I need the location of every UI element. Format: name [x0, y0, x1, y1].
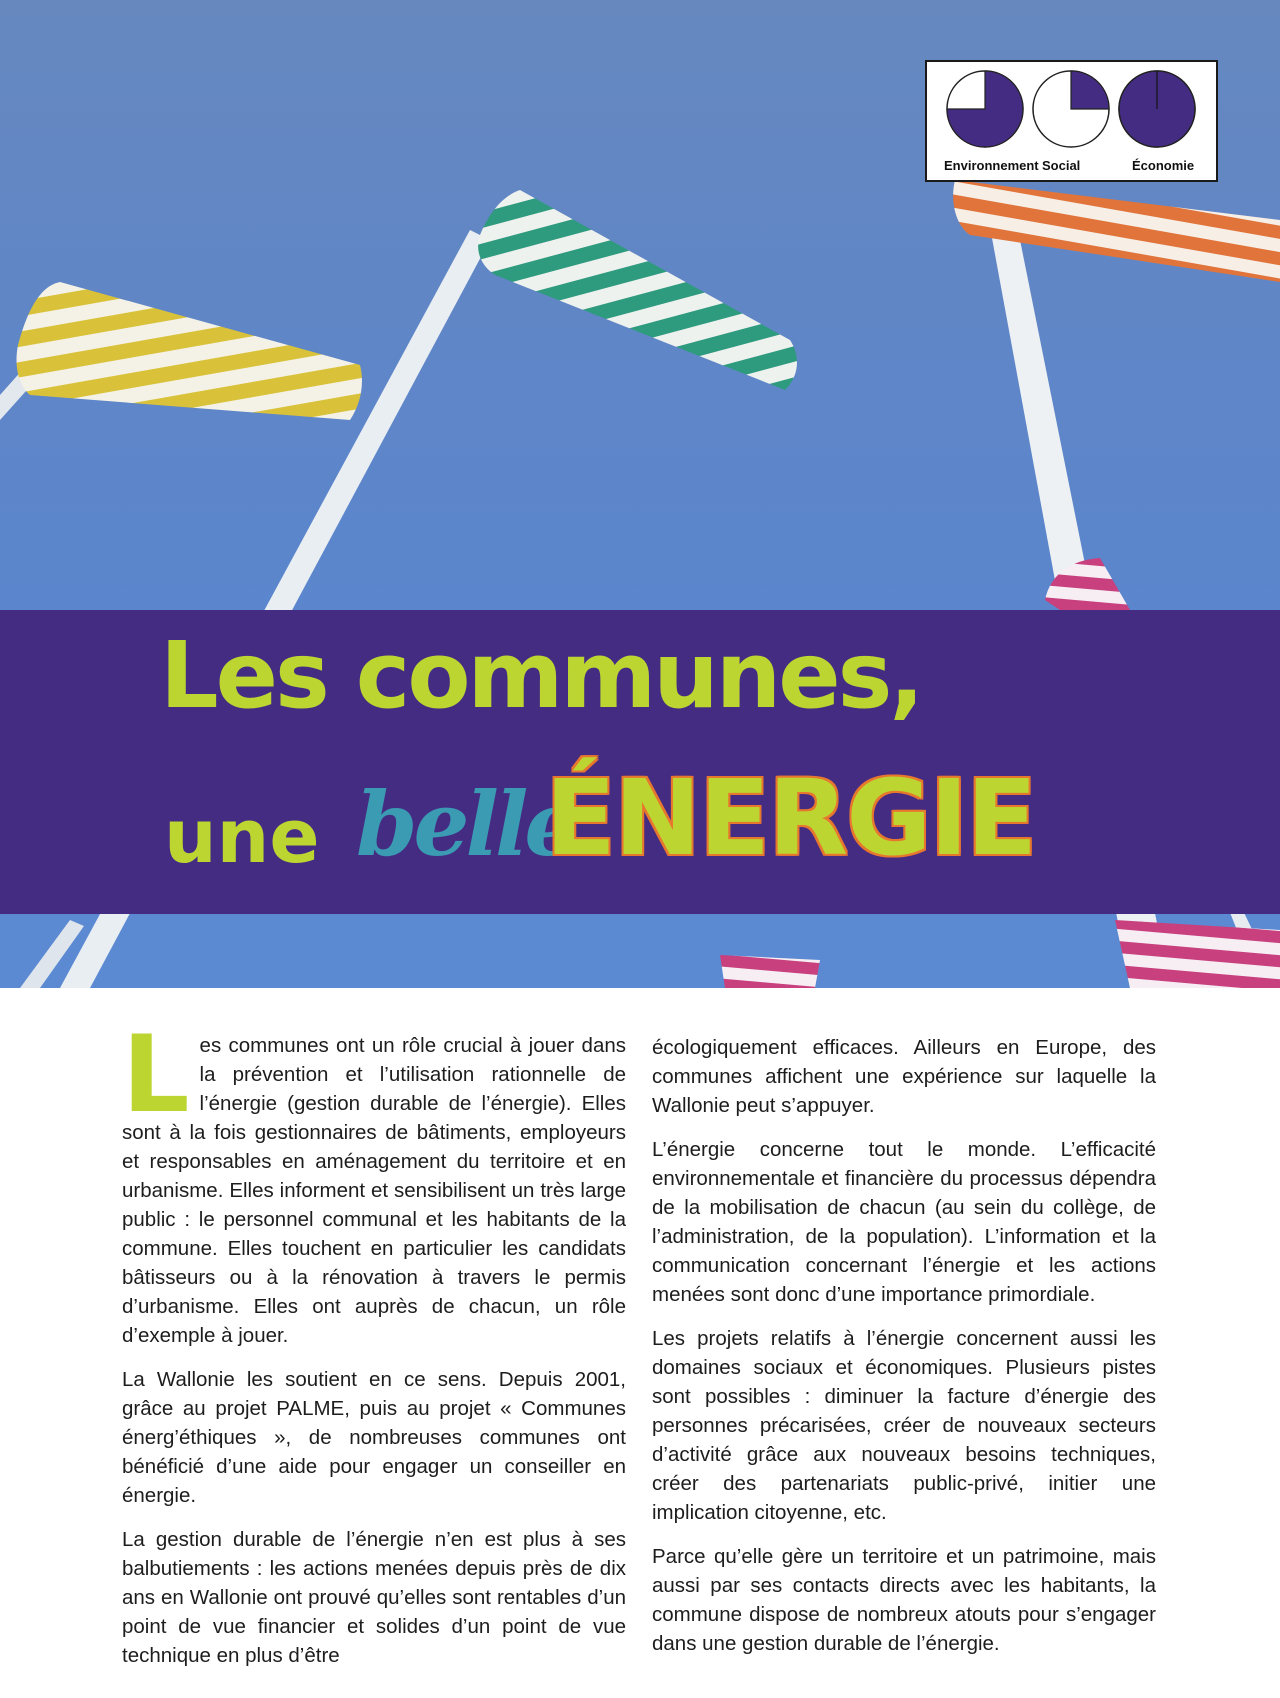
pie-social	[1033, 71, 1109, 147]
sustainability-legend	[925, 60, 1218, 182]
article-paragraph	[122, 1013, 626, 1350]
windsock-pink-center	[720, 955, 820, 988]
article-paragraph: La Wallonie les soutient en ce sens. Depuis 2001, grâce au projet PALME, puis au projet « Communes énerg’éthiques », de nombreuses communes ont bénéficié d’une aide pour engager un conseiller en énergie.	[122, 1368, 626, 1507]
legend-label-environnement: Environnement	[944, 158, 1039, 173]
page-title-emphasis: ÉNERGIE	[545, 757, 1036, 879]
legend-label-economie: Économie	[1132, 158, 1195, 173]
article-column-left	[122, 1013, 626, 1685]
page-title-line1: Les communes,	[160, 622, 922, 729]
pie-economie	[1119, 71, 1195, 147]
legend-label-social: Social	[1042, 158, 1081, 173]
article-paragraph: Les projets relatifs à l’énergie concernent aussi les domaines sociaux et économiques. Plusieurs pistes sont possibles : diminuer la facture d’énergie des personnes précarisées, créer de nouveaux secteurs d’activité grâce aux nouveaux besoins techniques, créer des partenariats public-privé, initier une implication citoyenne, etc.	[652, 1327, 1156, 1524]
page-title-script-word: belle	[356, 772, 577, 876]
drop-cap: L	[122, 1013, 190, 1136]
article-paragraph: L’énergie concerne tout le monde. L’efficacité environnementale et financière du processus dépendra de la mobilisation de chacun (au sein du collège, de l’administration, de la population). L’information et la communication concernant l’énergie et les actions menées sont donc d’une importance primordiale.	[652, 1138, 1156, 1306]
article-column-right	[652, 1033, 1156, 1673]
article-paragraph: Parce qu’elle gère un territoire et un patrimoine, mais aussi par ses contacts directs avec les habitants, la commune dispose de nombreux atouts pour s’engager dans une gestion durable de l’énergie.	[652, 1545, 1156, 1655]
windsock-yellow	[17, 282, 362, 420]
pie-environnement	[947, 71, 1023, 147]
windsock-green	[478, 190, 797, 390]
page-title-prefix: une	[164, 794, 320, 880]
article-paragraph: La gestion durable de l’énergie n’en est plus à ses balbutiements : les actions menées depuis près de dix ans en Wallonie ont prouvé qu’elles sont rentables d’un point de vue financier et solides d’un point de vue technique en plus d’être	[122, 1528, 626, 1667]
paragraph-text: es communes ont un rôle crucial à jouer dans la prévention et l’utilisation rationnelle de l’énergie (gestion durable de l’énergie). Elles sont à la fois gestionnaires de bâtiments, employeurs et responsables en aménagement du territoire et en urbanisme. Elles informent et sensibilisent un très large public : le personnel communal et les habitants de la commune. Elles touchent en particulier les candidats bâtisseurs ou à la rénovation à travers le permis d’urbanisme. Elles ont auprès de chacun, un rôle d’exemple à jouer.	[122, 1034, 626, 1347]
article-paragraph: écologiquement efficaces. Ailleurs en Europe, des communes affichent une expérience sur laquelle la Wallonie peut s’appuyer.	[652, 1036, 1156, 1117]
